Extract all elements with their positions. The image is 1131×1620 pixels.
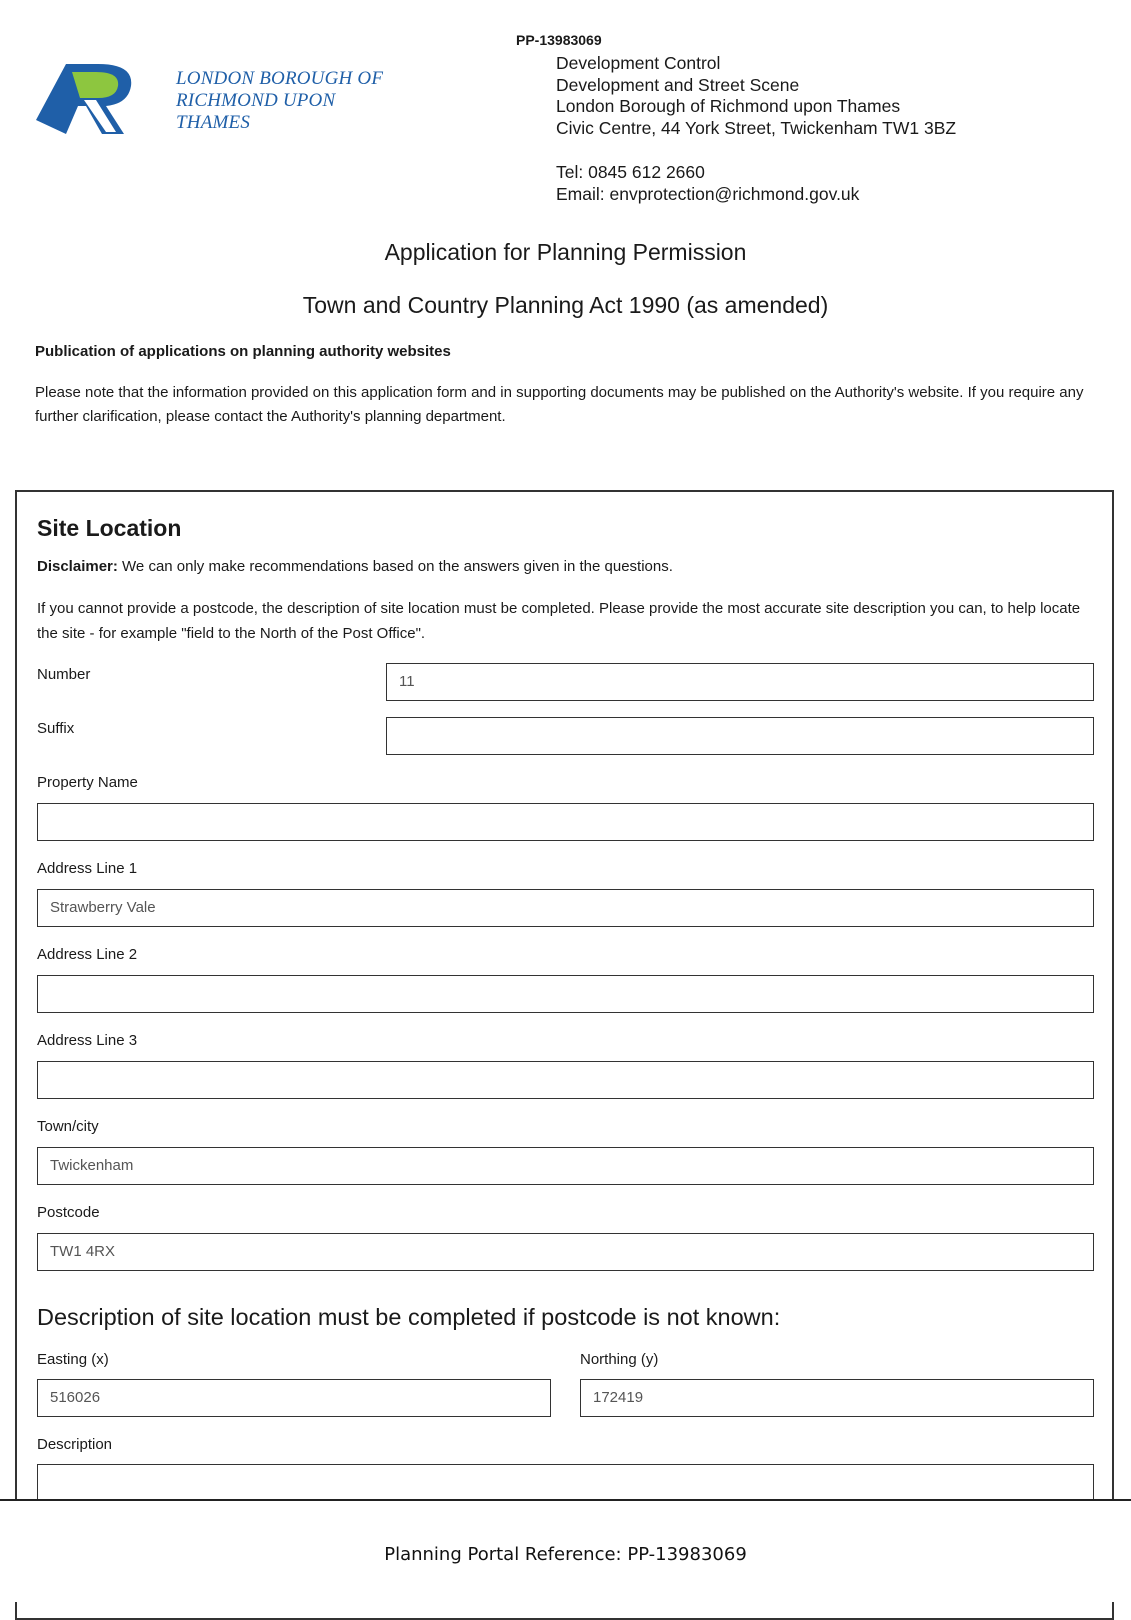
- suffix-field[interactable]: [386, 717, 1094, 755]
- address-line-2-label: Address Line 2: [37, 946, 138, 963]
- easting-label: Easting (x): [37, 1351, 109, 1368]
- property-name-field[interactable]: [37, 803, 1094, 841]
- disclaimer: [37, 558, 673, 575]
- property-name-label: Property Name: [37, 774, 138, 791]
- town-city-label: Town/city: [37, 1118, 99, 1135]
- address-line-2-field[interactable]: [37, 975, 1094, 1013]
- section-title: Site Location: [37, 515, 182, 541]
- site-location-section: [15, 490, 1114, 1620]
- authority-address: [556, 53, 956, 139]
- address-line: Civic Centre, 44 York Street, Twickenham TW1 3BZ: [556, 117, 957, 138]
- logo-line-1: LONDON BOROUGH OF: [176, 68, 384, 89]
- publication-heading: Publication of applications on planning authority websites: [35, 343, 451, 360]
- address-line-1-label: Address Line 1: [37, 860, 138, 877]
- postcode-label: Postcode: [37, 1204, 100, 1221]
- easting-field[interactable]: 516026: [37, 1379, 551, 1417]
- postcode-field[interactable]: TW1 4RX: [37, 1233, 1094, 1271]
- site-instructions: If you cannot provide a postcode, the description of site location must be completed. Please provide the most accurate site description you can, to help locate the site - for example "field to the North of the Post Office".: [37, 600, 1081, 642]
- form-subtitle: Town and Country Planning Act 1990 (as amended): [302, 292, 829, 318]
- description-label: Description: [37, 1436, 113, 1453]
- publication-notice: Please note that the information provided on this application form and in supporting documents may be published on the Authority's website. If you require any further clarification, please contact the Authority's planning department.: [35, 384, 1084, 425]
- number-label: Number: [37, 666, 91, 683]
- richmond-r-logo-icon: [36, 60, 146, 138]
- telephone: Tel: 0845 612 2660: [556, 162, 705, 182]
- form-title: Application for Planning Permission: [384, 239, 747, 265]
- disclaimer-text: We can only make recommendations based on the answers given in the questions.: [117, 558, 673, 575]
- logo-line-2: RICHMOND UPON THAMES: [176, 90, 336, 133]
- address-line: Development Control: [556, 53, 721, 73]
- address-line-1-field[interactable]: Strawberry Vale: [37, 889, 1094, 927]
- description-heading: Description of site location must be completed if postcode is not known:: [37, 1304, 781, 1330]
- address-line: London Borough of Richmond upon Thames: [556, 96, 901, 117]
- address-line: Development and Street Scene: [556, 74, 800, 95]
- northing-label: Northing (y): [580, 1351, 659, 1368]
- number-field[interactable]: 11: [386, 663, 1094, 701]
- disclaimer-label: Disclaimer:: [37, 558, 118, 575]
- email: Email: envprotection@richmond.gov.uk: [556, 184, 860, 204]
- suffix-label: Suffix: [37, 720, 75, 737]
- council-logo: [36, 60, 406, 138]
- authority-contact: [556, 161, 859, 205]
- footer-reference: Planning Portal Reference: PP-13983069: [384, 1544, 747, 1565]
- address-line-3-label: Address Line 3: [37, 1032, 138, 1049]
- reference-code: PP-13983069: [516, 32, 602, 48]
- northing-field[interactable]: 172419: [580, 1379, 1094, 1417]
- town-city-field[interactable]: Twickenham: [37, 1147, 1094, 1185]
- address-line-3-field[interactable]: [37, 1061, 1094, 1099]
- logo-text: [176, 68, 406, 134]
